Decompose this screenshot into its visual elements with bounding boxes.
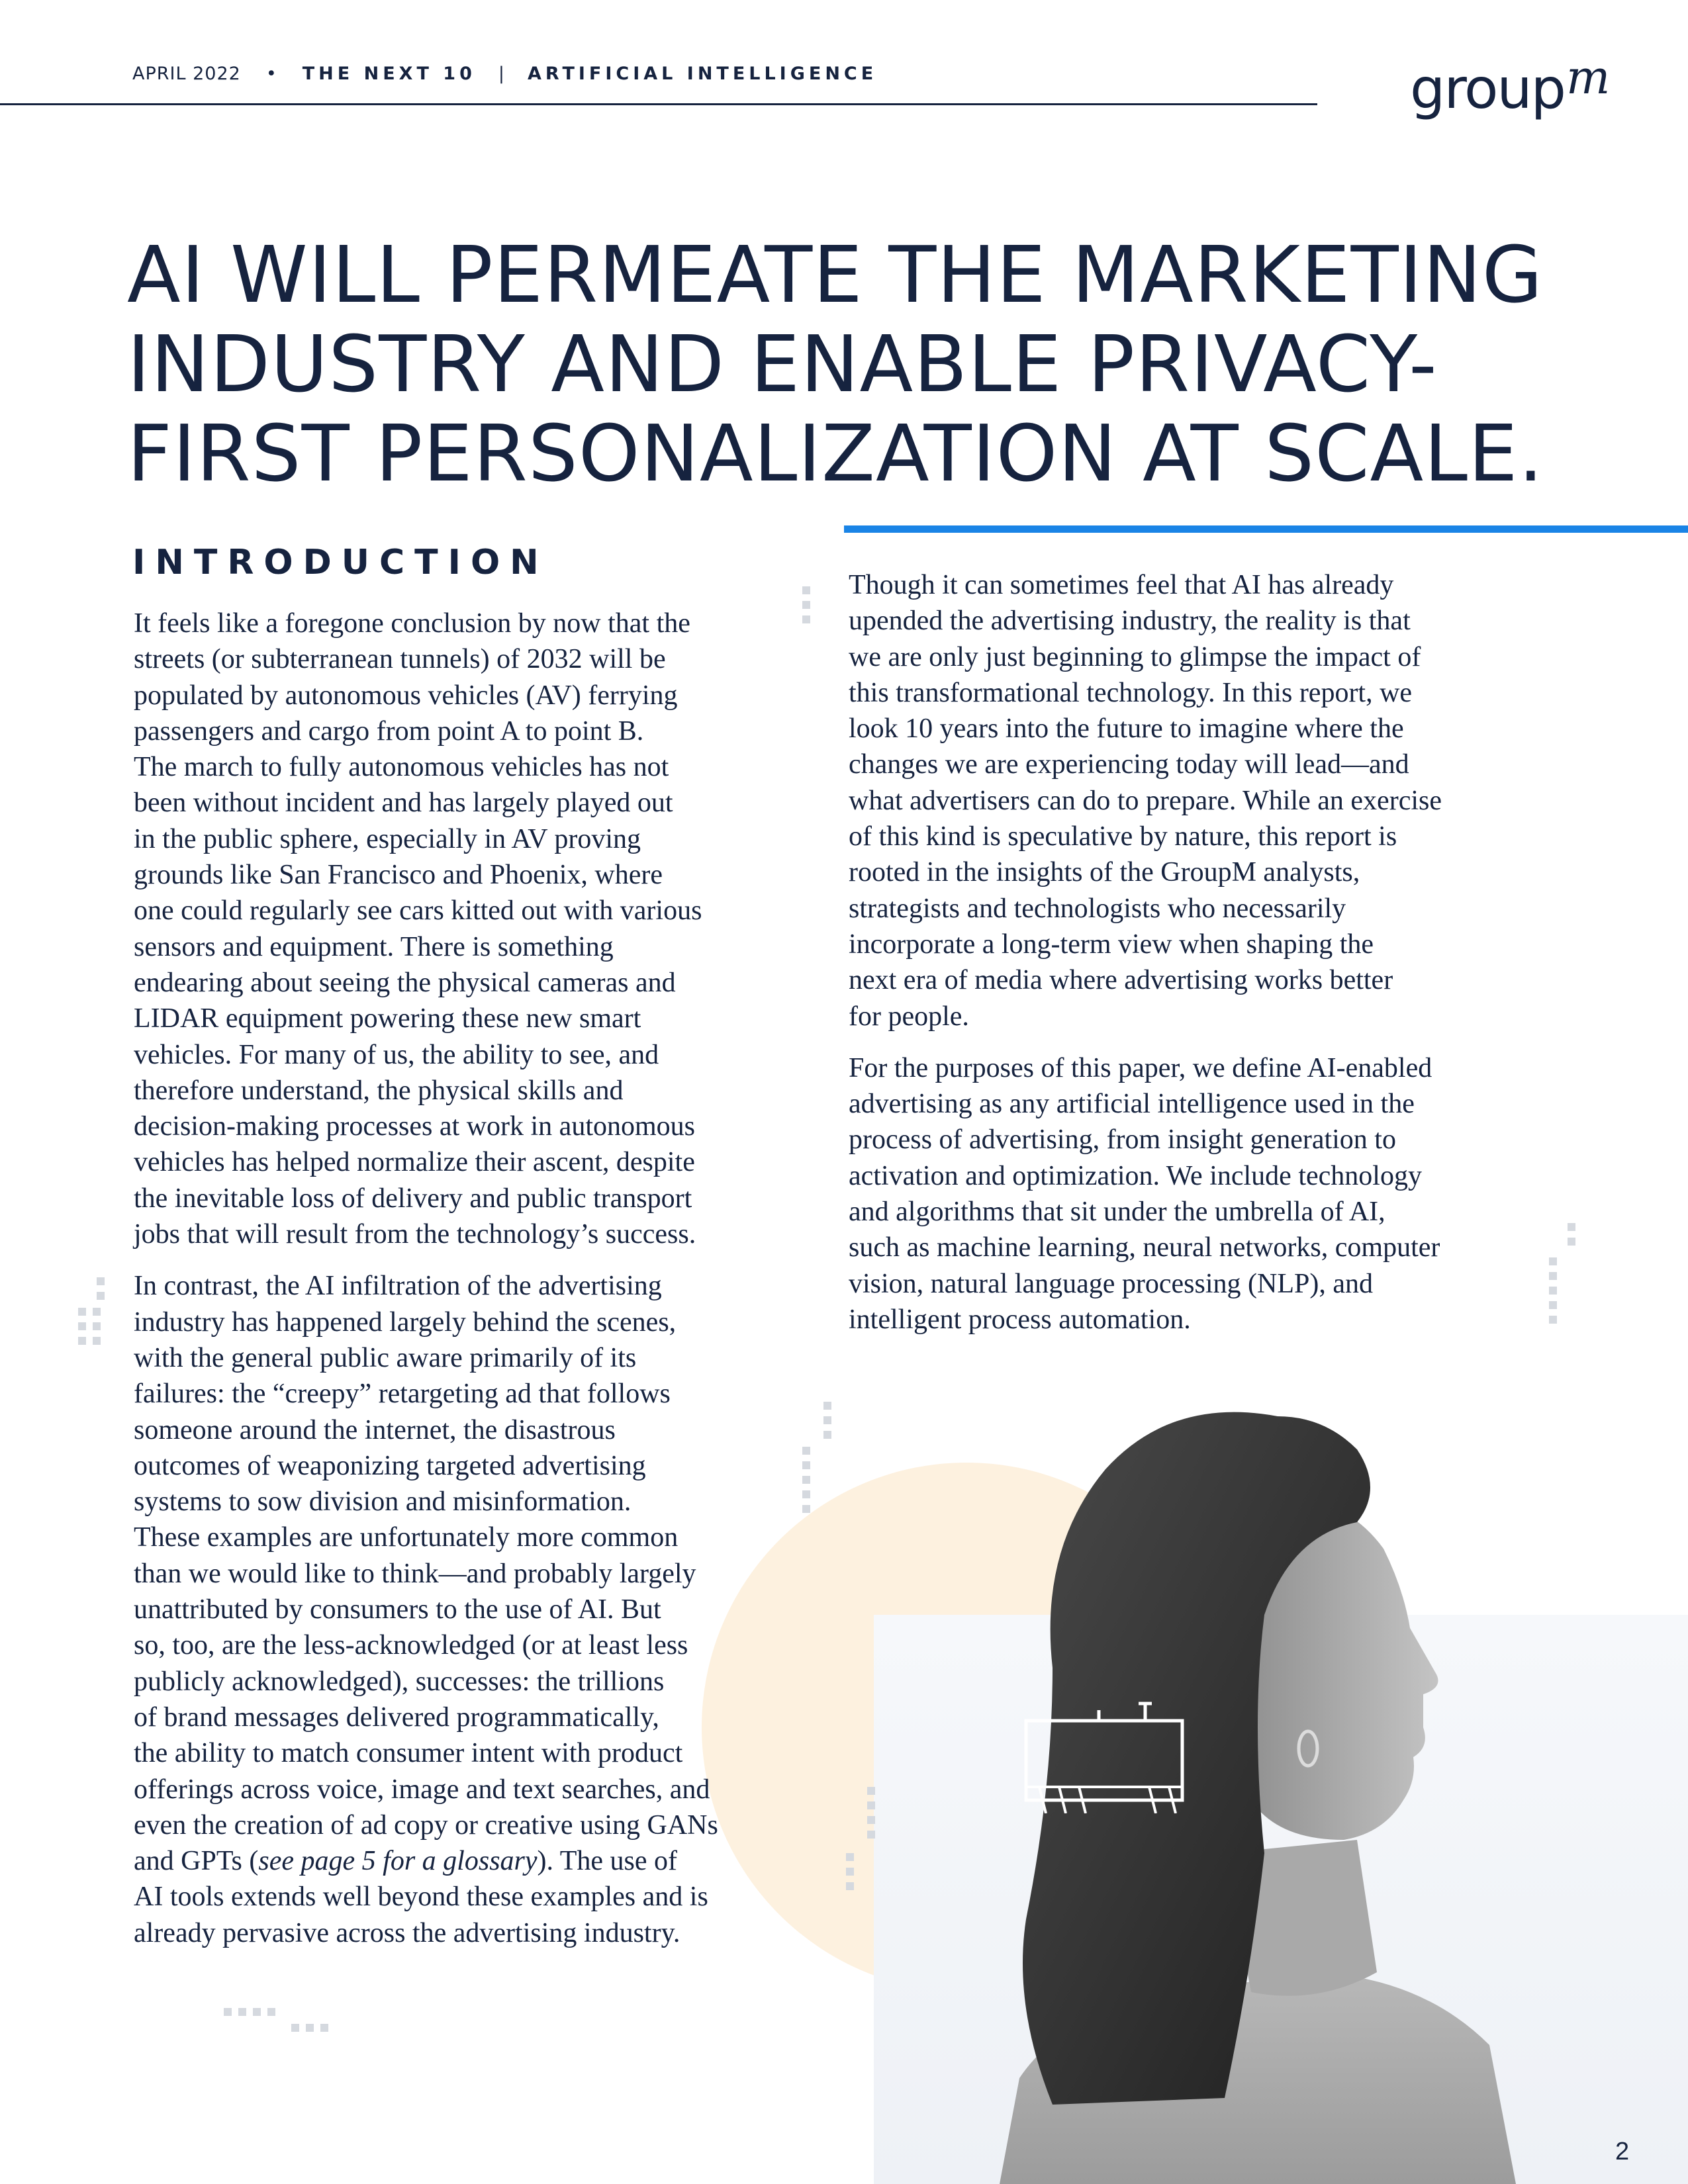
- glossary-reference-line: and GPTs (see page 5 for a glossary). The use of: [134, 1846, 678, 1877]
- page-title: [127, 229, 1544, 499]
- title-line: FIRST PERSONALIZATION AT SCALE.: [127, 408, 1544, 499]
- glossary-link[interactable]: see page 5 for a glossary: [258, 1846, 538, 1877]
- decorative-squares: [867, 1787, 875, 1839]
- header-rule: [0, 103, 1317, 105]
- billboard-icon: [1019, 1694, 1192, 1813]
- portrait-photo: [854, 1377, 1582, 2184]
- groupm-logo: group$^m$: [1410, 50, 1609, 121]
- decorative-squares: [1568, 1223, 1575, 1246]
- decorative-squares: [1549, 1257, 1557, 1324]
- title-line: INDUSTRY AND ENABLE PRIVACY-: [127, 318, 1438, 410]
- accent-rule: [844, 525, 1688, 533]
- left-column: [134, 606, 769, 1967]
- paragraph: For the purposes of this paper, we define AI-enabled advertising as any artificial intelligence used in the process of advertising, from insight generation to activation and optimization. We include technology and algorithms that sit under the umbrella of AI, such as machine learning, neural networks, computer vision, natural language processing (NLP), and intelligent process automation.: [849, 1052, 1440, 1335]
- header-topic: ARTIFICIAL INTELLIGENCE: [527, 64, 878, 84]
- right-column: [849, 567, 1511, 1353]
- decorative-squares: [97, 1277, 105, 1300]
- decorative-squares: [846, 1853, 854, 1890]
- header-meta: [132, 64, 877, 84]
- title-line: AI WILL PERMEATE THE MARKETING: [127, 229, 1544, 320]
- paragraph: Though it can sometimes feel that AI has already upended the advertising industry, the reality is that we are only just beginning to glimpse the impact of this transformational technology. In this report, we look 10 years into the future to imagine where the changes we are experiencing today will lead—and what advertisers can do to prepare. While an exercise of this kind is speculative by nature, this report is rooted in the insights of the GroupM analysts, strategists and technologists who necessarily incorporate a long-term view when shaping the next era of media where advertising works better for people.: [849, 570, 1442, 1032]
- header-series: THE NEXT 10: [302, 64, 476, 84]
- decorative-squares: [823, 1402, 831, 1439]
- decorative-squares: [78, 1308, 101, 1345]
- decorative-squares: [802, 586, 810, 623]
- page-number: 2: [1615, 2138, 1630, 2165]
- section-heading-introduction: INTRODUCTION: [132, 543, 549, 582]
- paragraph: In contrast, the AI infiltration of the advertising industry has happened largely behind the scenes, with the general public aware primarily of its failures: the “creepy” retargeting ad that follows someone around the internet, the disastrous outcomes of weaponizing targeted advertising systems to sow division and misinformation. These examples are unfortunately more common than we would like to think—and probably largely unattributed by consumers to the use of AI. But so, too, are the less-acknowledged (or at least less publicly acknowledged), successes: the trillions of brand messages delivered programmatically, the ability to match consumer intent with product offerings across voice, image and text searches, and even the creation of ad copy or creative using GANs and GPTs (see page 5 for a glossary). The use of AI tools extends well beyond these examples and is already pervasive across the advertising industry.: [134, 1268, 769, 1951]
- decorative-squares: [802, 1447, 810, 1513]
- header-date: APRIL 2022: [132, 64, 241, 84]
- header-dot: •: [265, 64, 277, 84]
- decorative-squares: [224, 2008, 275, 2016]
- header-separator: |: [498, 64, 505, 84]
- decorative-squares: [291, 2024, 328, 2032]
- paragraph: It feels like a foregone conclusion by now that the streets (or subterranean tunnels) of 2032 will be populated by autonomous vehicles (AV) ferrying passengers and cargo from point A to point B. The march to fully autonomous vehicles has not been without incident and has largely played out in the public sphere, especially in AV proving grounds like San Francisco and Phoenix, where one could regularly see cars kitted out with various sensors and equipment. There is something endearing about seeing the physical cameras and LIDAR equipment powering these new smart vehicles. For many of us, the ability to see, and therefore understand, the physical skills and decision-making processes at work in autonomous vehicles has helped normalize their ascent, despite the inevitable loss of delivery and public transport jobs that will result from the technology’s success.: [134, 608, 702, 1250]
